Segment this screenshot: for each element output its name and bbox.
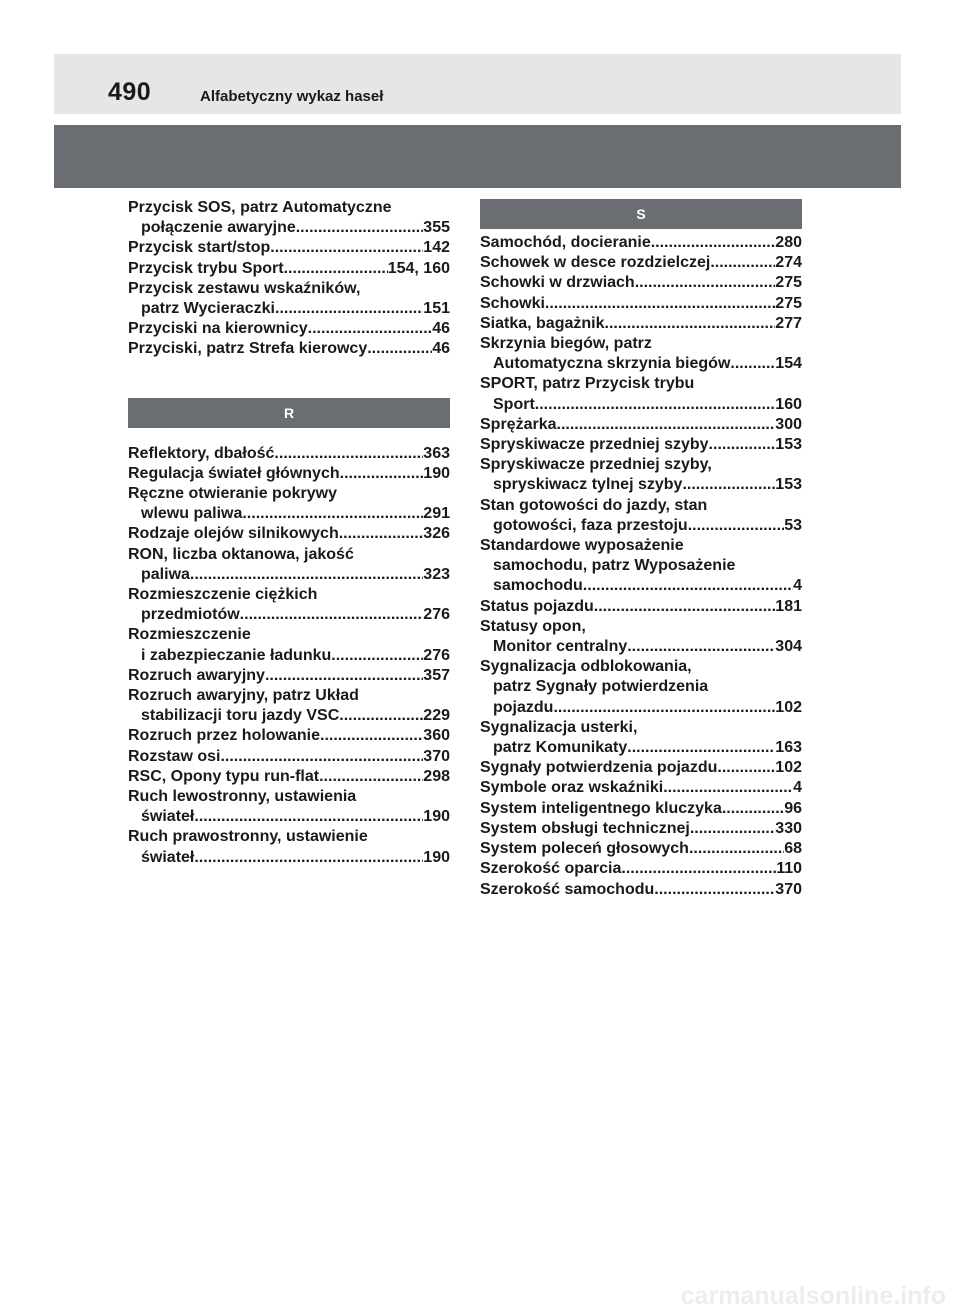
letter-heading-s: S xyxy=(480,199,802,229)
dot-leader xyxy=(730,354,775,374)
entry-text: Przycisk SOS, patrz Automatyczne xyxy=(128,199,392,216)
entry-text: wlewu paliwa xyxy=(141,505,243,523)
entry-text: Przyciski, patrz Strefa kierowcy xyxy=(128,340,368,358)
index-entry-line xyxy=(480,799,802,819)
index-entry-line xyxy=(480,294,802,314)
index-entry-line xyxy=(128,279,450,299)
index-column-right xyxy=(480,199,802,900)
page-reference: 4 xyxy=(793,577,802,595)
entry-text: Symbole oraz wskaźniki xyxy=(480,779,664,797)
entry-text: paliwa xyxy=(141,565,190,583)
page-reference: 53 xyxy=(784,516,802,534)
entry-text: Rozruch awaryjny, patrz Układ xyxy=(128,687,359,705)
entry-text: Sport xyxy=(493,395,535,413)
entry-text: Przycisk start/stop xyxy=(128,239,271,257)
dot-leader xyxy=(722,799,784,819)
index-entry-line xyxy=(480,637,802,657)
section-band xyxy=(54,125,901,188)
page-reference: 153 xyxy=(775,476,802,494)
dot-leader xyxy=(545,294,775,314)
entry-text: spryskiwacz tylnej szyby xyxy=(493,476,683,494)
index-entry-line xyxy=(128,706,450,726)
entry-text: Ruch lewostronny, ustawienia xyxy=(128,788,357,806)
index-entry-line xyxy=(480,597,802,617)
index-entry xyxy=(480,415,802,435)
index-entry-line xyxy=(480,536,802,556)
index-entry-line xyxy=(128,827,450,847)
index-entry-line xyxy=(128,787,450,807)
entry-text: Przycisk trybu Sport xyxy=(128,259,284,277)
index-entry-line xyxy=(480,576,802,596)
dot-leader xyxy=(688,516,785,536)
entry-text: Rozmieszczenie xyxy=(128,626,251,644)
index-entry xyxy=(128,319,450,339)
dot-leader xyxy=(651,233,776,253)
dot-leader xyxy=(340,464,424,484)
index-entry xyxy=(480,253,802,273)
index-entry-line xyxy=(480,253,802,273)
index-entry xyxy=(480,597,802,617)
index-entry xyxy=(480,758,802,778)
index-entry xyxy=(128,524,450,544)
entry-text: Schowki xyxy=(480,294,545,312)
entry-text: RON, liczba oktanowa, jakość xyxy=(128,545,354,563)
entry-text: Standardowe wyposażenie xyxy=(480,537,684,555)
dot-leader xyxy=(320,726,423,746)
dot-leader xyxy=(296,218,424,238)
index-entry-line xyxy=(480,839,802,859)
index-entry xyxy=(480,799,802,819)
index-entry-line xyxy=(128,625,450,645)
index-entry xyxy=(128,198,450,238)
index-entry-line xyxy=(480,273,802,293)
dot-leader xyxy=(583,576,793,596)
index-entry-line xyxy=(480,314,802,334)
entry-text: stabilizacji toru jazdy VSC xyxy=(141,707,340,725)
index-entry xyxy=(480,536,802,597)
index-entry xyxy=(480,718,802,758)
index-entry-line xyxy=(480,718,802,738)
dot-leader xyxy=(557,415,776,435)
index-entry-line xyxy=(480,738,802,758)
page-number: 490 xyxy=(108,78,152,106)
page-reference: 190 xyxy=(423,848,450,866)
dot-leader xyxy=(553,698,775,718)
index-entry-line xyxy=(128,585,450,605)
index-entry-line xyxy=(480,496,802,516)
index-entry xyxy=(128,686,450,726)
page-reference: 275 xyxy=(775,274,802,292)
index-entry-line xyxy=(480,778,802,798)
page-reference: 151 xyxy=(423,300,450,318)
index-entry-line xyxy=(128,646,450,666)
page-reference: 46 xyxy=(432,340,450,358)
index-entry-line xyxy=(128,605,450,625)
page-reference: 370 xyxy=(423,747,450,765)
index-entry-line xyxy=(480,395,802,415)
entry-text: Sygnały potwierdzenia pojazdu xyxy=(480,759,718,777)
dot-leader xyxy=(308,319,433,339)
page-reference: 190 xyxy=(423,464,450,482)
index-entry-line xyxy=(128,726,450,746)
index-entry-line xyxy=(128,299,450,319)
entry-text: Automatyczna skrzynia biegów xyxy=(493,355,731,373)
index-entry-line xyxy=(128,504,450,524)
index-entry xyxy=(480,880,802,900)
entry-text: Skrzynia biegów, patrz xyxy=(480,335,652,353)
dot-leader xyxy=(367,339,432,359)
index-entry xyxy=(128,625,450,665)
index-entry-line xyxy=(128,565,450,585)
entry-text: patrz Komunikaty xyxy=(493,739,628,757)
page-reference: 181 xyxy=(775,597,802,615)
page-reference: 275 xyxy=(775,294,802,312)
index-entry-line xyxy=(128,484,450,504)
index-entry-line xyxy=(480,233,802,253)
index-entry xyxy=(128,484,450,524)
entry-text: i zabezpieczanie ładunku xyxy=(141,646,332,664)
index-entry-line xyxy=(128,848,450,868)
index-entry-line xyxy=(128,524,450,544)
index-column-left xyxy=(128,198,450,868)
entry-text: Monitor centralny xyxy=(493,638,628,656)
entry-text: Reflektory, dbałość xyxy=(128,444,275,462)
index-entry xyxy=(480,314,802,334)
index-entry xyxy=(128,767,450,787)
dot-leader xyxy=(284,259,388,279)
index-entry xyxy=(480,778,802,798)
entry-text: Sprężarka xyxy=(480,415,557,433)
page-reference: 280 xyxy=(775,234,802,251)
page-reference: 357 xyxy=(423,666,450,684)
entry-text: Schowek w desce rozdzielczej xyxy=(480,254,711,272)
index-group xyxy=(480,233,802,900)
index-entry-line xyxy=(480,698,802,718)
page-reference: 276 xyxy=(423,606,450,624)
page-reference: 190 xyxy=(423,808,450,826)
entry-text: Spryskiwacze przedniej szyby, xyxy=(480,456,712,474)
index-entry-line xyxy=(128,339,450,359)
dot-leader xyxy=(319,767,423,787)
dot-leader xyxy=(717,758,775,778)
page-reference: 330 xyxy=(775,819,802,837)
entry-text: samochodu, patrz Wyposażenie xyxy=(493,557,736,575)
entry-text: Przyciski na kierownicy xyxy=(128,320,308,338)
entry-text: świateł xyxy=(141,848,195,866)
index-entry-line xyxy=(480,374,802,394)
index-entry xyxy=(128,259,450,279)
index-entry xyxy=(128,339,450,359)
page-reference: 153 xyxy=(775,436,802,454)
page-reference: 102 xyxy=(775,759,802,777)
entry-text: Schowki w drzwiach xyxy=(480,274,635,292)
page-reference: 4 xyxy=(793,779,802,797)
dot-leader xyxy=(710,253,775,273)
page-reference: 274 xyxy=(775,254,802,272)
dot-leader xyxy=(331,646,423,666)
page-reference: 96 xyxy=(784,799,802,817)
index-entry-line xyxy=(480,819,802,839)
index-entry xyxy=(480,334,802,374)
entry-text: Przycisk zestawu wskaźników, xyxy=(128,279,361,297)
index-entry xyxy=(480,617,802,657)
entry-text: Sygnalizacja odblokowania, xyxy=(480,658,692,676)
page-reference: 154, 160 xyxy=(387,259,450,277)
index-group xyxy=(128,444,450,868)
entry-text: patrz Sygnały potwierdzenia xyxy=(493,678,709,696)
index-entry xyxy=(480,657,802,718)
dot-leader xyxy=(663,778,793,798)
page-reference: 323 xyxy=(423,565,450,583)
index-entry-line xyxy=(128,259,450,279)
page-reference: 154 xyxy=(775,355,802,373)
index-entry-line xyxy=(128,686,450,706)
index-entry xyxy=(480,435,802,455)
index-entry-line xyxy=(480,415,802,435)
index-entry xyxy=(480,233,802,253)
dot-leader xyxy=(270,238,423,258)
index-entry-line xyxy=(480,758,802,778)
dot-leader xyxy=(682,475,775,495)
entry-text: Samochód, docieranie xyxy=(480,234,651,251)
index-entry-line xyxy=(128,198,450,218)
index-entry-line xyxy=(128,464,450,484)
entry-text: Rozmieszczenie ciężkich xyxy=(128,586,318,604)
dot-leader xyxy=(635,273,776,293)
dot-leader xyxy=(194,807,423,827)
page-reference: 355 xyxy=(423,219,450,237)
index-entry-line xyxy=(480,354,802,374)
index-entry xyxy=(480,273,802,293)
entry-text: System poleceń głosowych xyxy=(480,840,689,858)
index-entry xyxy=(480,496,802,536)
index-entry xyxy=(128,827,450,867)
index-entry-line xyxy=(480,657,802,677)
page-reference: 363 xyxy=(423,444,450,462)
dot-leader xyxy=(690,819,775,839)
entry-text: gotowości, faza przestoju xyxy=(493,516,688,534)
entry-text: pojazdu xyxy=(493,698,554,716)
entry-text: Status pojazdu xyxy=(480,597,594,615)
entry-text: Ruch prawostronny, ustawienie xyxy=(128,828,368,846)
dot-leader xyxy=(627,738,775,758)
index-entry xyxy=(128,545,450,585)
index-entry-line xyxy=(128,218,450,238)
entry-text: Sygnalizacja usterki, xyxy=(480,718,638,736)
entry-text: Rozstaw osi xyxy=(128,747,221,765)
page-reference: 360 xyxy=(423,727,450,745)
index-entry-line xyxy=(128,444,450,464)
page-reference: 68 xyxy=(784,840,802,858)
index-entry-line xyxy=(128,319,450,339)
page-reference: 298 xyxy=(423,767,450,785)
entry-text: patrz Wycieraczki xyxy=(141,300,275,318)
entry-text: RSC, Opony typu run-flat xyxy=(128,767,320,785)
dot-leader xyxy=(654,880,775,900)
index-entry-line xyxy=(480,880,802,900)
index-entry-line xyxy=(128,767,450,787)
entry-text: świateł xyxy=(141,808,195,826)
entry-text: Siatka, bagażnik xyxy=(480,314,605,332)
watermark: carmanualsonline.info xyxy=(680,1282,946,1310)
page-reference: 276 xyxy=(423,646,450,664)
index-entry-line xyxy=(480,455,802,475)
index-entry-line xyxy=(480,556,802,576)
index-entry xyxy=(128,726,450,746)
index-entry xyxy=(128,279,450,319)
dot-leader xyxy=(194,848,423,868)
index-entry xyxy=(128,585,450,625)
index-group xyxy=(128,198,450,360)
dot-leader xyxy=(535,395,776,415)
index-entry xyxy=(128,666,450,686)
dot-leader xyxy=(689,839,784,859)
dot-leader xyxy=(605,314,776,334)
index-entry-line xyxy=(480,677,802,697)
index-entry xyxy=(128,238,450,258)
index-entry xyxy=(128,747,450,767)
page-reference: 160 xyxy=(775,395,802,413)
index-entry-line xyxy=(128,666,450,686)
page-reference: 277 xyxy=(775,314,802,332)
index-entry-line xyxy=(128,807,450,827)
entry-text: samochodu xyxy=(493,577,583,595)
entry-text: Rozruch przez holowanie xyxy=(128,727,321,745)
entry-text: Spryskiwacze przedniej szyby xyxy=(480,436,709,454)
entry-text: Ręczne otwieranie pokrywy xyxy=(128,485,337,503)
page-reference: 163 xyxy=(775,739,802,757)
dot-leader xyxy=(709,435,776,455)
index-entry xyxy=(480,374,802,414)
dot-leader xyxy=(265,666,423,686)
index-entry xyxy=(480,294,802,314)
index-entry xyxy=(128,444,450,464)
entry-text: Stan gotowości do jazdy, stan xyxy=(480,496,708,514)
entry-text: połączenie awaryjne xyxy=(141,219,296,237)
entry-text: Szerokość samochodu xyxy=(480,880,655,898)
page-reference: 304 xyxy=(775,638,802,656)
entry-text: System obsługi technicznej xyxy=(480,819,690,837)
index-entry xyxy=(480,859,802,879)
dot-leader xyxy=(339,706,423,726)
entry-text: Regulacja świateł głównych xyxy=(128,464,340,482)
index-entry xyxy=(128,787,450,827)
dot-leader xyxy=(274,444,423,464)
entry-text: SPORT, patrz Przycisk trybu xyxy=(480,375,695,393)
dot-leader xyxy=(275,299,423,319)
dot-leader xyxy=(627,637,775,657)
header-band xyxy=(54,54,901,114)
dot-leader xyxy=(220,747,423,767)
page-reference: 291 xyxy=(423,505,450,523)
entry-text: Szerokość oparcia xyxy=(480,860,622,878)
index-entry-line xyxy=(480,334,802,354)
entry-text: przedmiotów xyxy=(141,606,240,624)
index-entry-line xyxy=(128,747,450,767)
page-title: Alfabetyczny wykaz haseł xyxy=(200,88,384,105)
index-entry xyxy=(480,455,802,495)
index-entry-line xyxy=(480,617,802,637)
page-reference: 370 xyxy=(775,880,802,898)
entry-text: Rozruch awaryjny xyxy=(128,666,265,684)
index-entry xyxy=(128,464,450,484)
dot-leader xyxy=(339,524,424,544)
dot-leader xyxy=(240,605,424,625)
page-reference: 229 xyxy=(423,707,450,725)
entry-text: System inteligentnego kluczyka xyxy=(480,799,722,817)
page-reference: 102 xyxy=(775,698,802,716)
index-entry-line xyxy=(128,545,450,565)
page-reference: 142 xyxy=(423,239,450,257)
dot-leader xyxy=(190,565,423,585)
index-entry-line xyxy=(480,859,802,879)
page-reference: 300 xyxy=(775,415,802,433)
page-reference: 110 xyxy=(776,860,802,878)
entry-text: Statusy opon, xyxy=(480,617,586,635)
index-entry xyxy=(480,819,802,839)
letter-heading-r: R xyxy=(128,398,450,428)
dot-leader xyxy=(594,597,776,617)
index-entry-line xyxy=(480,516,802,536)
page-reference: 326 xyxy=(423,525,450,543)
entry-text: Rodzaje olejów silnikowych xyxy=(128,525,339,543)
dot-leader xyxy=(621,859,776,879)
index-entry-line xyxy=(480,475,802,495)
page-reference: 46 xyxy=(432,320,450,338)
dot-leader xyxy=(242,504,423,524)
index-entry xyxy=(480,839,802,859)
index-entry-line xyxy=(128,238,450,258)
index-entry-line xyxy=(480,435,802,455)
